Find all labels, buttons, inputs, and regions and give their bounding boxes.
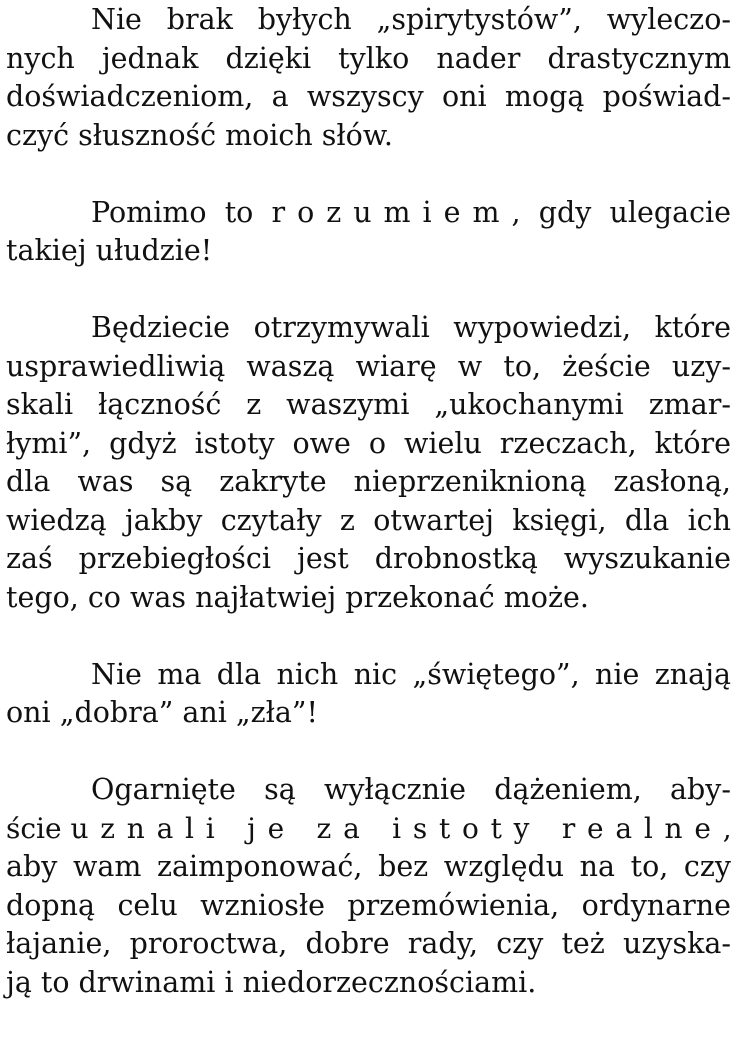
paragraph-gap — [6, 617, 731, 656]
text-line: Nie ma dla nich nic „świętego”, nie znają — [91, 657, 731, 691]
text-line: zaś przebiegłości jest drobnostką wyszukanie — [6, 542, 731, 575]
paragraph-gap — [6, 155, 731, 194]
text-line: doświadczeniom, a wszyscy oni mogą poświad- — [6, 80, 731, 113]
text-run: Pomimo to — [91, 195, 254, 229]
text-line: Będziecie otrzymywali wypowiedzi, które — [91, 311, 731, 344]
paragraph-2 — [6, 194, 731, 271]
paragraph-1 — [6, 1, 731, 155]
text-line: usprawiedliwią waszą wiarę w to, żeście uzy- — [6, 349, 731, 383]
text-line: dopną celu wzniosłe przemówienia, ordynarne — [6, 888, 731, 922]
paragraph-4 — [6, 656, 731, 733]
text-line — [6, 810, 731, 849]
text-run: , gdy ulegacie — [511, 195, 732, 229]
text-line: łymi”, gdyż istoty owe o wielu rzeczach, które — [6, 426, 731, 460]
text-line: nych jednak dzięki tylko nader drastycznym — [6, 41, 731, 75]
paragraph-3 — [6, 309, 731, 617]
text-line: skali łączność z waszymi „ukochanymi zmar- — [6, 388, 731, 421]
text-line: dla was są zakryte nieprzeniknioną zasłoną, — [6, 465, 731, 498]
text-line: łajanie, proroctwa, dobre rady, czy też uzyska- — [6, 927, 731, 960]
text-line: Nie brak byłych „spirytystów”, wyleczo- — [91, 3, 731, 36]
text-line: ją to drwinami i niedorzecznościami. — [6, 965, 537, 999]
text-line: Ogarnięte są wyłącznie dążeniem, aby- — [91, 773, 731, 806]
text-run: ście — [6, 811, 62, 845]
paragraph-5 — [6, 771, 731, 1002]
text-line: aby wam zaimponować, bez względu na to, czy — [6, 850, 731, 883]
text-line: tego, co was najłatwiej przekonać może. — [6, 580, 589, 614]
spaced-emphasis: uznali je za istoty realne — [70, 811, 723, 845]
text-line: wiedzą jakby czytały z otwartej księgi, dla ich — [6, 503, 731, 537]
text-run: , — [722, 811, 732, 845]
spaced-emphasis: rozumiem — [271, 195, 512, 229]
text-line: oni „dobra” ani „zła”! — [6, 696, 318, 729]
text-line: czyć słuszność moich słów. — [6, 118, 393, 152]
paragraph-gap — [6, 271, 731, 310]
paragraph-gap — [6, 733, 731, 772]
text-line: takiej ułudzie! — [6, 234, 213, 267]
text-line — [6, 194, 731, 233]
